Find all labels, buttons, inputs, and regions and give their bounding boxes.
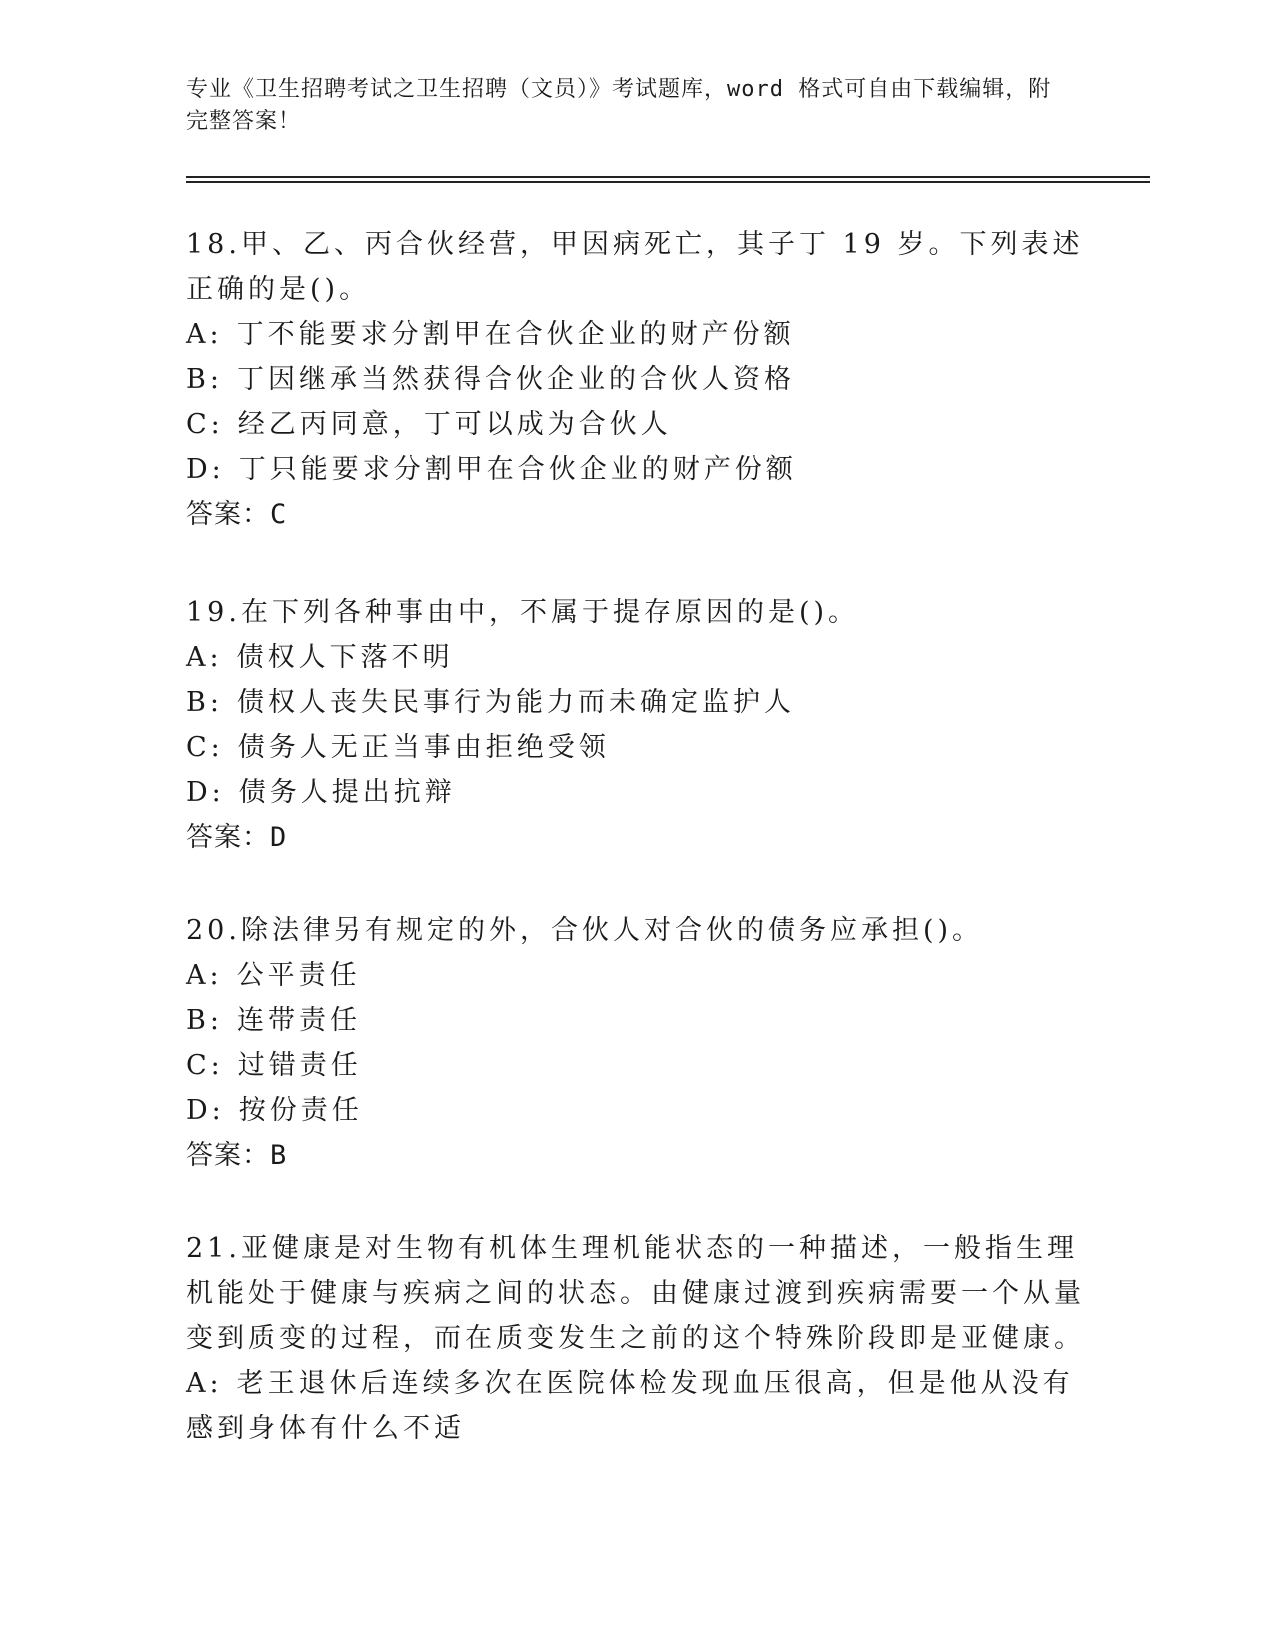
- question-21: [186, 1226, 1086, 1451]
- answer-label: 答案：: [186, 822, 270, 853]
- option-letter: A:: [186, 642, 223, 673]
- option-c: [186, 402, 1086, 447]
- question-18: [186, 222, 1086, 537]
- option-b: [186, 680, 1086, 725]
- option-letter: C:: [186, 409, 224, 440]
- option-text: 债权人丧失民事行为能力而未确定监护人: [236, 687, 795, 718]
- option-a: [186, 635, 1086, 680]
- option-text: 公平责任: [236, 960, 361, 991]
- option-text: 按份责任: [238, 1095, 363, 1126]
- option-letter: D:: [186, 454, 225, 485]
- answer-value: B: [270, 1140, 288, 1171]
- question-stem: 19.在下列各种事由中，不属于提存原因的是()。: [186, 597, 860, 628]
- option-text: 债务人提出抗辩: [238, 777, 456, 808]
- option-letter: B:: [186, 1005, 223, 1036]
- option-text: 丁只能要求分割甲在合伙企业的财产份额: [238, 454, 797, 485]
- option-text: 债务人无正当事由拒绝受领: [237, 732, 610, 763]
- option-d: [186, 770, 1086, 815]
- question-20: [186, 908, 1086, 1178]
- option-d: [186, 447, 1086, 492]
- option-letter: B:: [186, 687, 223, 718]
- question-stem: 21.亚健康是对生物有机体生理机能状态的一种描述，一般指生理机能处于健康与疾病之间的状态。由健康过渡到疾病需要一个从量变到质变的过程，而在质变发生之前的这个特殊阶段即是亚健康。: [186, 1233, 1085, 1354]
- option-b: [186, 998, 1086, 1043]
- answer-line: [186, 492, 1086, 537]
- option-b: [186, 357, 1086, 402]
- document-header: 专业《卫生招聘考试之卫生招聘（文员）》考试题库，word 格式可自由下载编辑，附完整答案！: [186, 77, 1052, 134]
- option-letter: B:: [186, 364, 223, 395]
- question-19: [186, 590, 1086, 860]
- option-letter: D:: [186, 777, 225, 808]
- option-a: [186, 312, 1086, 357]
- option-text: 丁不能要求分割甲在合伙企业的财产份额: [236, 319, 795, 350]
- option-text: 过错责任: [237, 1050, 362, 1081]
- option-text: 连带责任: [236, 1005, 361, 1036]
- option-d: [186, 1088, 1086, 1133]
- option-a: [186, 1361, 1086, 1451]
- header-rule-top: [186, 176, 1150, 178]
- answer-label: 答案：: [186, 499, 270, 530]
- option-text: 老王退休后连续多次在医院体检发现血压很高，但是他从没有感到身体有什么不适: [186, 1368, 1074, 1444]
- answer-line: [186, 1133, 1086, 1178]
- option-c: [186, 725, 1086, 770]
- question-stem: 20.除法律另有规定的外，合伙人对合伙的债务应承担()。: [186, 915, 984, 946]
- answer-line: [186, 815, 1086, 860]
- option-letter: A:: [186, 1368, 223, 1399]
- option-a: [186, 953, 1086, 998]
- option-letter: A:: [186, 319, 223, 350]
- answer-value: C: [270, 499, 288, 530]
- answer-label: 答案：: [186, 1140, 270, 1171]
- option-text: 丁因继承当然获得合伙企业的合伙人资格: [236, 364, 795, 395]
- option-letter: C:: [186, 1050, 224, 1081]
- option-letter: C:: [186, 732, 224, 763]
- header-rule-bottom: [186, 181, 1150, 183]
- option-letter: D:: [186, 1095, 225, 1126]
- option-letter: A:: [186, 960, 223, 991]
- option-text: 债权人下落不明: [236, 642, 454, 673]
- question-stem: 18.甲、乙、丙合伙经营，甲因病死亡，其子丁 19 岁。下列表述正确的是()。: [186, 229, 1084, 305]
- answer-value: D: [270, 822, 288, 853]
- option-c: [186, 1043, 1086, 1088]
- option-text: 经乙丙同意，丁可以成为合伙人: [237, 409, 672, 440]
